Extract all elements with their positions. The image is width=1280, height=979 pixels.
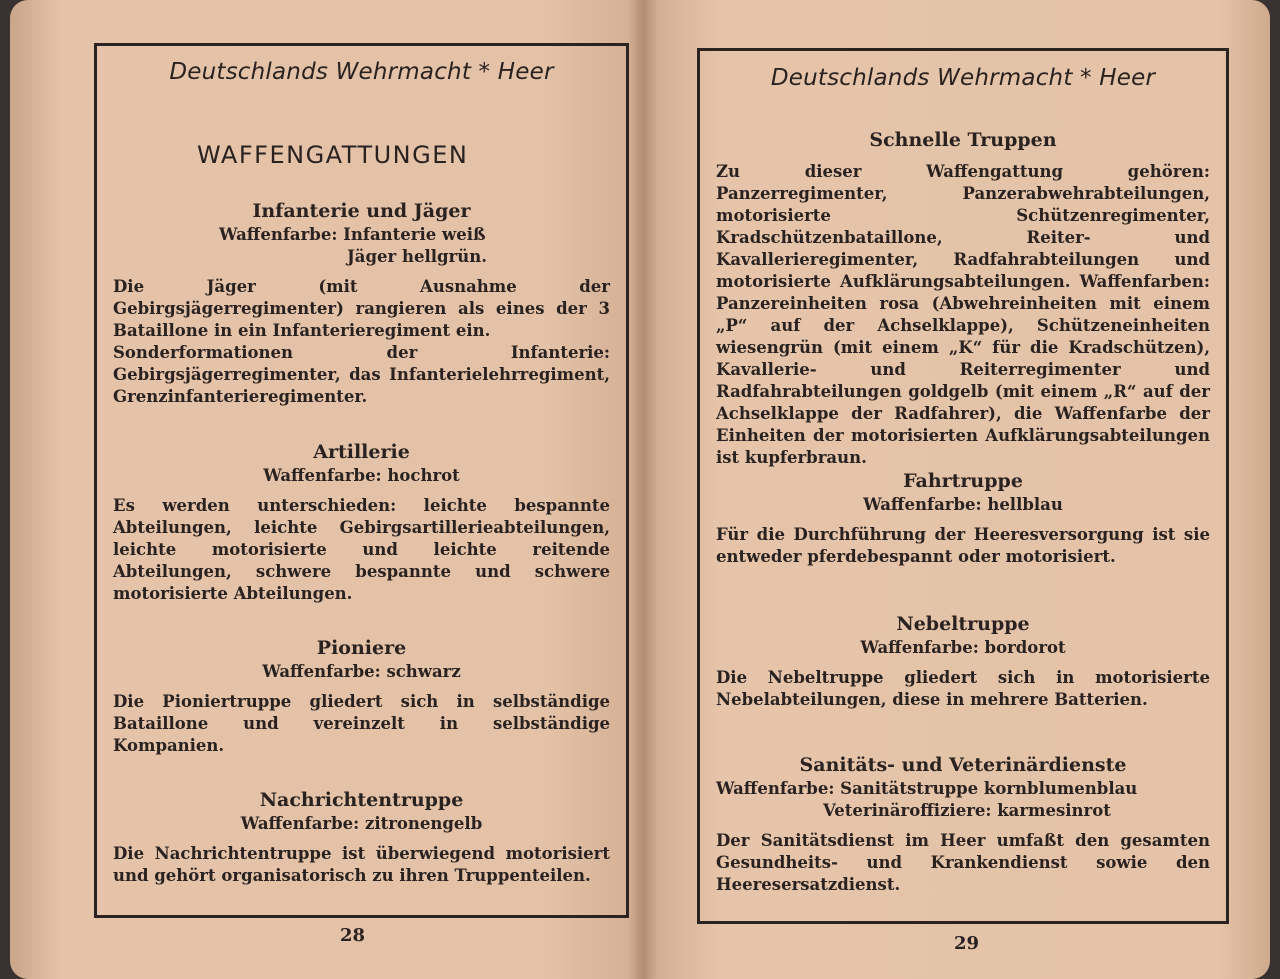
section-heading: Fahrtruppe	[903, 470, 1023, 492]
page-title: WAFFENGATTUNGEN	[197, 141, 469, 169]
section-paragraph: Für die Durchführung der Heeresversorgung ist sie entweder pferdebespannt oder motorisiert.	[716, 525, 1210, 566]
book-gutter	[628, 0, 658, 979]
right-page-frame	[697, 48, 1229, 924]
section-heading: Nachrichtentruppe	[259, 789, 464, 811]
section-paragraph: Die Nachrichtentruppe ist überwiegend motorisiert und gehört organisatorisch zu ihren Truppenteilen.	[113, 844, 610, 885]
section-schnelle-truppen	[716, 127, 1210, 469]
section-sanitaet-veterinaer	[716, 752, 1210, 896]
section-paragraph: Die Pioniertruppe gliedert sich in selbständige Bataillone und vereinzelt in selbständige Kompanien.	[113, 692, 610, 755]
running-header: Deutschlands Wehrmacht * Heer	[770, 65, 1156, 91]
left-page-frame	[94, 43, 629, 918]
section-paragraph: Die Jäger (mit Ausnahme der Gebirgsjägerregimenter) rangieren als eines der 3 Bataillone in ein Infanterieregiment ein.	[113, 277, 610, 340]
section-heading: Nebeltruppe	[896, 613, 1030, 635]
color-line: Waffenfarbe: Sanitätstruppe kornblumenblau	[716, 779, 1138, 798]
section-nebeltruppe	[716, 611, 1210, 711]
section-fahrtruppe	[716, 468, 1210, 568]
page-number: 29	[954, 933, 980, 954]
page-number: 28	[340, 925, 366, 946]
color-line: Waffenfarbe: hochrot	[263, 466, 460, 485]
section-artillerie	[113, 439, 610, 605]
color-line: Veterinäroffiziere: karmesinrot	[823, 801, 1111, 820]
section-heading: Pioniere	[316, 637, 407, 659]
section-paragraph: Der Sanitätsdienst im Heer umfaßt den gesamten Gesundheits- und Krankendienst sowie den Heeresersatzdienst.	[716, 831, 1210, 894]
color-line: Jäger hellgrün.	[347, 247, 487, 266]
section-paragraph: Zu dieser Waffengattung gehören: Panzerregimenter, Panzerabwehrabteilungen, motorisierte Schützenregimenter, Kradschützenbataillone, Reiter- und Kavallerieregimenter, Radfahrabteilungen und motorisierte Aufklärungsabteilungen. Waffenfarben: Panzereinheiten rosa (Abwehreinheiten mit einem „P“ auf der Achselklappe), Schützeneinheiten wiesengrün (mit einem „K“ für die Kradschützen), Kavallerie- und Reiterregimenter und Radfahrabteilungen goldgelb (mit einem „R“ auf der Achselklappe der Radfahrer), die Waffenfarbe der Einheiten der motorisierten Aufklärungsabteilungen ist kupferbraun.	[716, 162, 1210, 467]
section-paragraph: Die Nebeltruppe gliedert sich in motorisierte Nebelabteilungen, diese in mehrere Batterien.	[716, 668, 1210, 709]
section-heading: Infanterie und Jäger	[252, 200, 471, 222]
color-line: Waffenfarbe: bordorot	[860, 638, 1066, 657]
color-line: Waffenfarbe: Infanterie weiß	[219, 225, 486, 244]
section-heading: Schnelle Truppen	[869, 129, 1057, 151]
color-line: Waffenfarbe: schwarz	[262, 662, 461, 681]
section-infanterie	[113, 198, 610, 408]
section-paragraph: Sonderformationen der Infanterie: Gebirgsjägerregimenter, das Infanterielehrregiment, Grenzinfanterieregimenter.	[113, 343, 610, 406]
section-nachrichtentruppe	[113, 787, 610, 887]
color-line: Waffenfarbe: zitronengelb	[240, 814, 483, 833]
section-paragraph: Es werden unterschieden: leichte bespannte Abteilungen, leichte Gebirgsartillerieabteilungen, leichte motorisierte und leichte reitende Abteilungen, schwere bespannte und schwere motorisierte Abteilungen.	[113, 496, 610, 603]
color-line: Waffenfarbe: hellblau	[863, 495, 1063, 514]
running-header: Deutschlands Wehrmacht * Heer	[169, 59, 554, 85]
section-heading: Artillerie	[313, 441, 410, 463]
section-pioniere	[113, 635, 610, 757]
left-page	[10, 0, 643, 979]
section-heading: Sanitäts- und Veterinärdienste	[799, 754, 1127, 776]
